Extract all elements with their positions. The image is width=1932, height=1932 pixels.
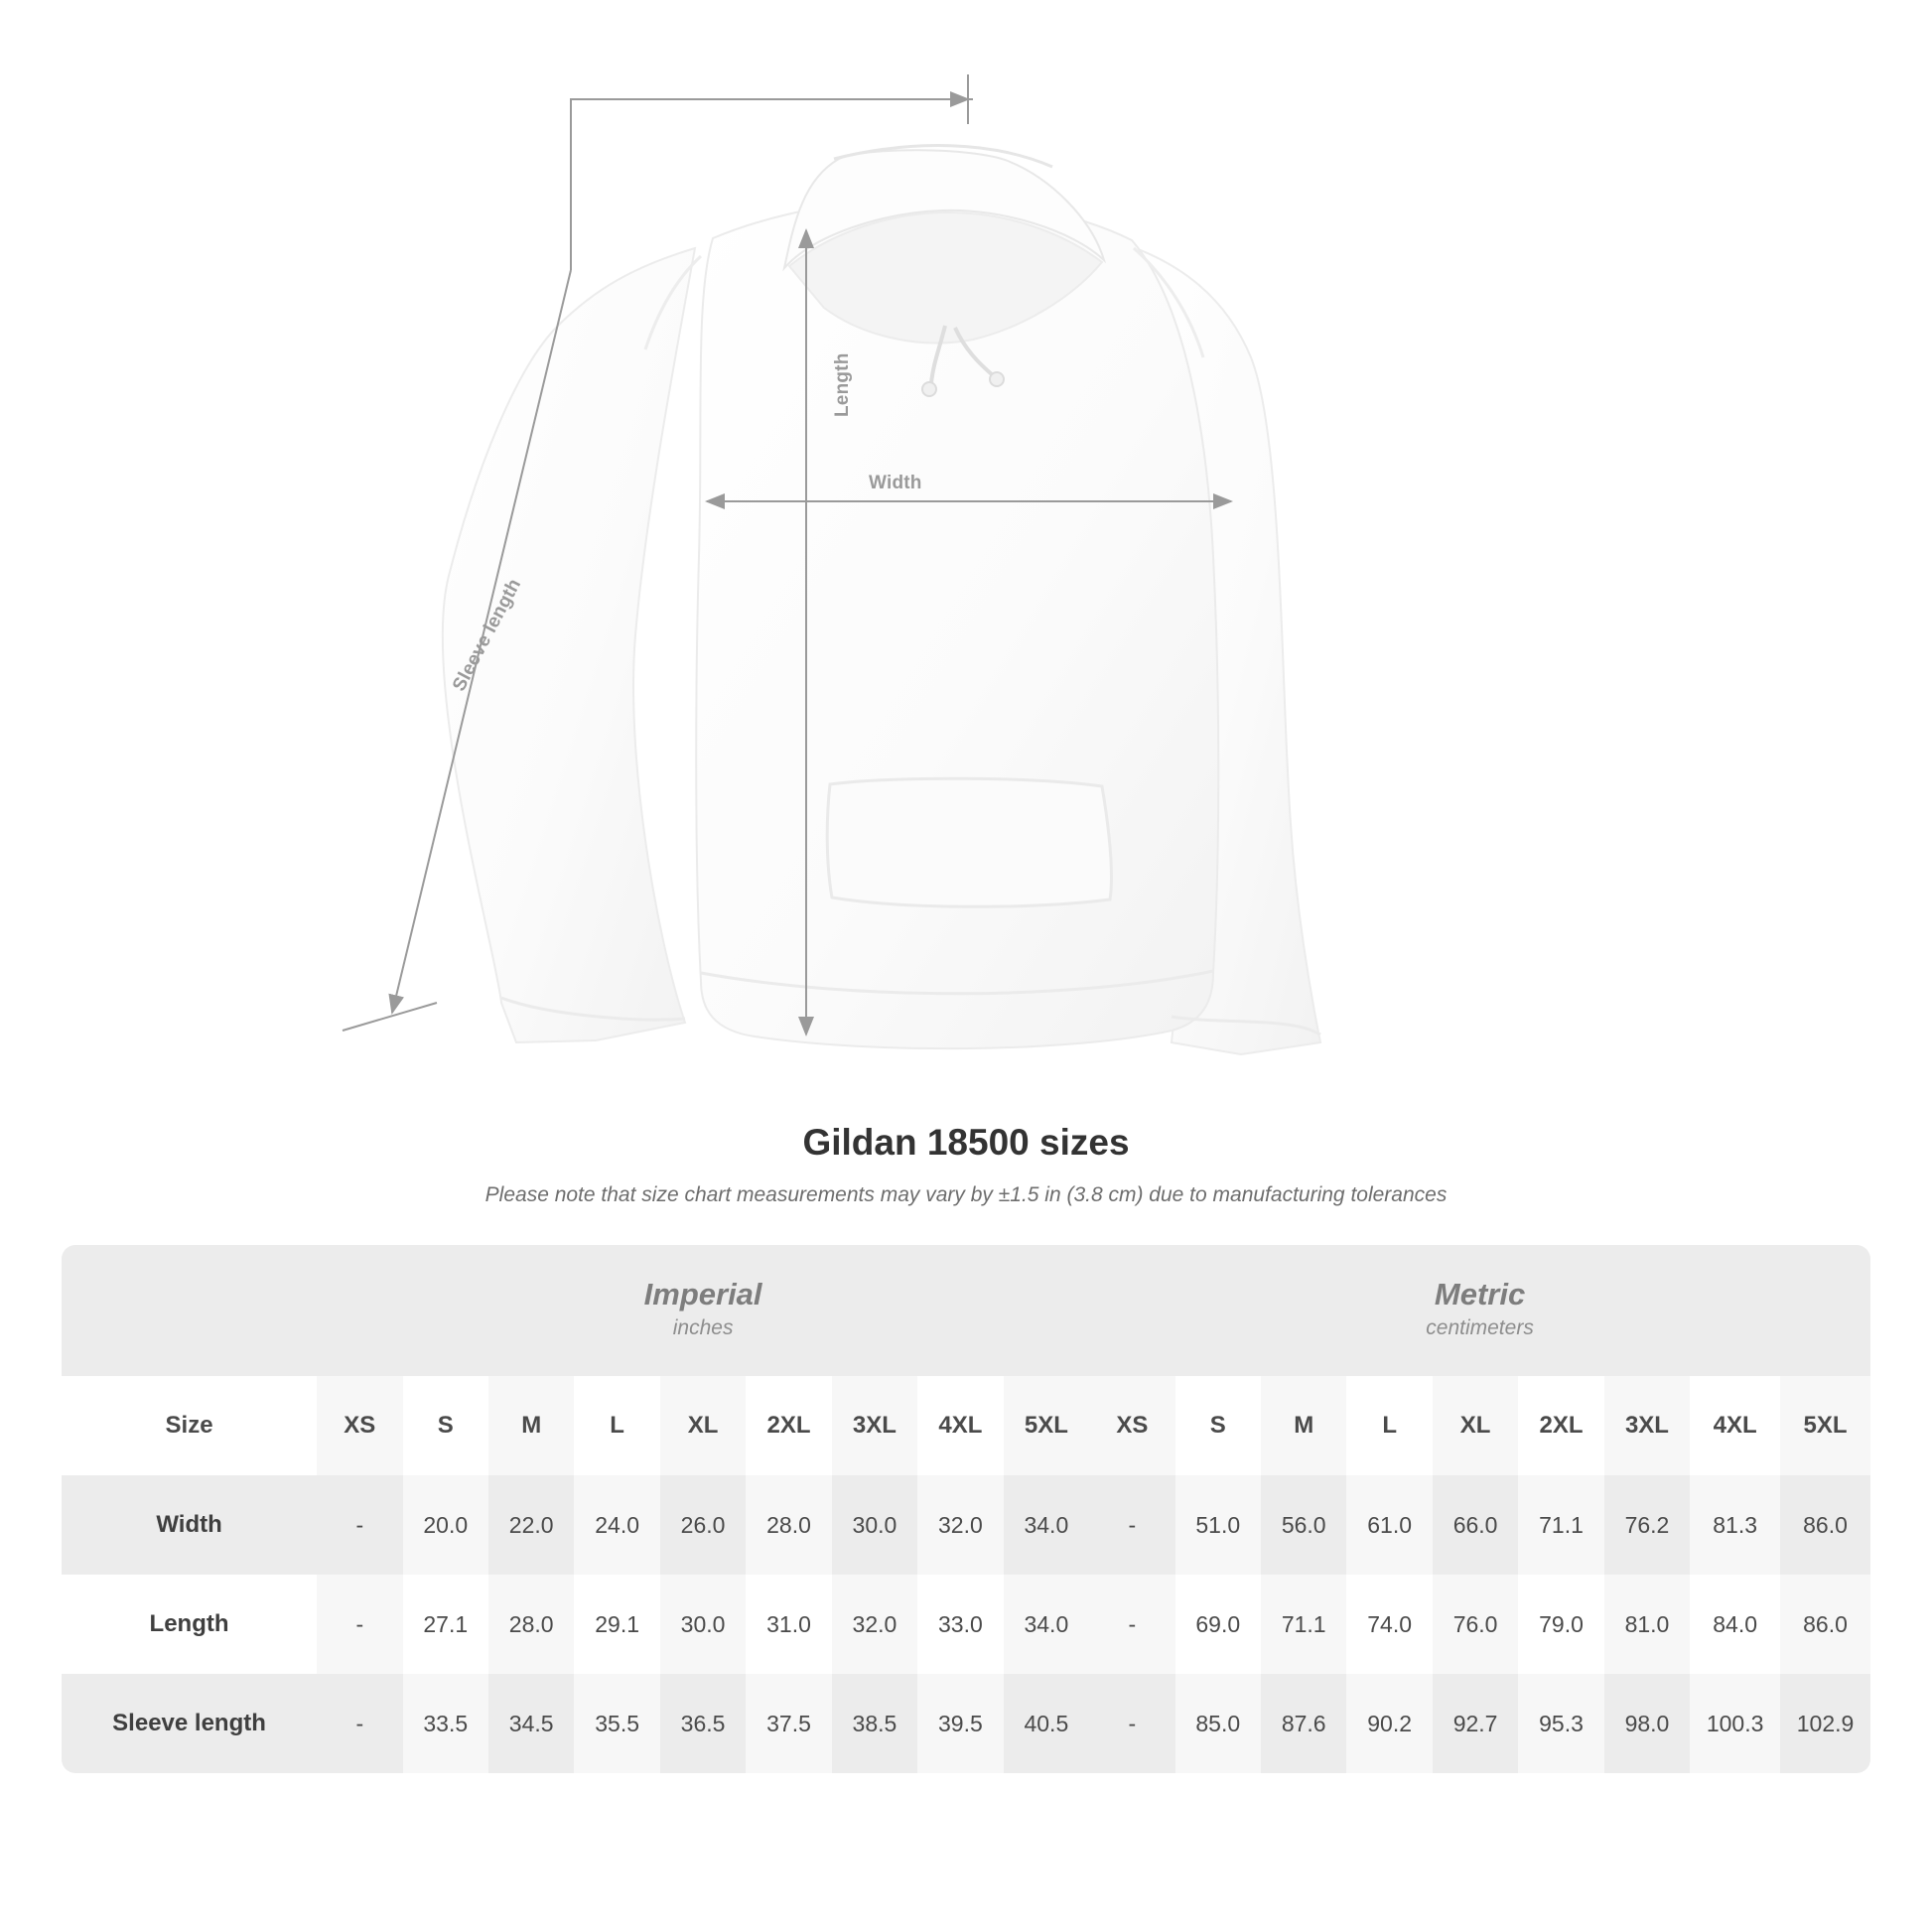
cell-length-metric-4xl: 84.0 bbox=[1690, 1575, 1780, 1674]
unit-subtitle: centimeters bbox=[1426, 1316, 1534, 1340]
cell-width-metric-2xl: 71.1 bbox=[1518, 1475, 1603, 1575]
column-header-metric-xl: XL bbox=[1433, 1376, 1518, 1475]
unit-header-metric bbox=[1089, 1245, 1870, 1376]
cell-sleeve-length-metric-5xl: 102.9 bbox=[1780, 1674, 1870, 1773]
column-header-metric-2xl: 2XL bbox=[1518, 1376, 1603, 1475]
page-title: Gildan 18500 sizes bbox=[802, 1122, 1130, 1163]
cell-sleeve-length-imperial-m: 34.5 bbox=[488, 1674, 574, 1773]
cell-width-imperial-3xl: 30.0 bbox=[832, 1475, 917, 1575]
length-dimension-label: Length bbox=[832, 352, 853, 417]
column-header-imperial-l: L bbox=[574, 1376, 659, 1475]
unit-name: Imperial bbox=[643, 1277, 762, 1312]
cell-sleeve-length-metric-4xl: 100.3 bbox=[1690, 1674, 1780, 1773]
cell-width-imperial-xs: - bbox=[317, 1475, 402, 1575]
cell-length-metric-xl: 76.0 bbox=[1433, 1575, 1518, 1674]
width-dimension-label: Width bbox=[869, 473, 922, 493]
cell-width-metric-s: 51.0 bbox=[1175, 1475, 1261, 1575]
column-header-metric-3xl: 3XL bbox=[1604, 1376, 1690, 1475]
cell-sleeve-length-imperial-xl: 36.5 bbox=[660, 1674, 746, 1773]
title-block bbox=[0, 1122, 1932, 1207]
cell-length-metric-5xl: 86.0 bbox=[1780, 1575, 1870, 1674]
column-header-imperial-s: S bbox=[403, 1376, 488, 1475]
cell-sleeve-length-metric-m: 87.6 bbox=[1261, 1674, 1346, 1773]
cell-width-metric-m: 56.0 bbox=[1261, 1475, 1346, 1575]
column-header-metric-xs: XS bbox=[1089, 1376, 1174, 1475]
column-header-imperial-m: M bbox=[488, 1376, 574, 1475]
row-header-sleeve-length: Sleeve length bbox=[62, 1674, 317, 1773]
column-header-imperial-4xl: 4XL bbox=[917, 1376, 1003, 1475]
column-header-metric-m: M bbox=[1261, 1376, 1346, 1475]
cell-sleeve-length-imperial-xs: - bbox=[317, 1674, 402, 1773]
cell-width-metric-4xl: 81.3 bbox=[1690, 1475, 1780, 1575]
cell-length-imperial-2xl: 31.0 bbox=[746, 1575, 831, 1674]
column-header-imperial-2xl: 2XL bbox=[746, 1376, 831, 1475]
cell-length-metric-3xl: 81.0 bbox=[1604, 1575, 1690, 1674]
table-row bbox=[62, 1475, 1870, 1575]
cell-length-imperial-m: 28.0 bbox=[488, 1575, 574, 1674]
cell-sleeve-length-imperial-4xl: 39.5 bbox=[917, 1674, 1003, 1773]
cell-sleeve-length-imperial-l: 35.5 bbox=[574, 1674, 659, 1773]
cell-sleeve-length-metric-l: 90.2 bbox=[1346, 1674, 1432, 1773]
table-row bbox=[62, 1575, 1870, 1674]
cell-sleeve-length-imperial-2xl: 37.5 bbox=[746, 1674, 831, 1773]
row-header-width: Width bbox=[62, 1475, 317, 1575]
cell-sleeve-length-metric-3xl: 98.0 bbox=[1604, 1674, 1690, 1773]
cell-length-imperial-4xl: 33.0 bbox=[917, 1575, 1003, 1674]
cell-length-imperial-s: 27.1 bbox=[403, 1575, 488, 1674]
cell-length-metric-m: 71.1 bbox=[1261, 1575, 1346, 1674]
column-header-imperial-3xl: 3XL bbox=[832, 1376, 917, 1475]
column-header-metric-5xl: 5XL bbox=[1780, 1376, 1870, 1475]
tolerance-note: Please note that size chart measurements may vary by ±1.5 in (3.8 cm) due to manufacturing tolerances bbox=[484, 1183, 1448, 1206]
cell-sleeve-length-imperial-5xl: 40.5 bbox=[1004, 1674, 1090, 1773]
cell-length-imperial-5xl: 34.0 bbox=[1004, 1575, 1090, 1674]
column-header-metric-l: L bbox=[1346, 1376, 1432, 1475]
cell-sleeve-length-imperial-3xl: 38.5 bbox=[832, 1674, 917, 1773]
unit-header-corner bbox=[62, 1245, 317, 1376]
cell-width-imperial-m: 22.0 bbox=[488, 1475, 574, 1575]
cell-width-metric-3xl: 76.2 bbox=[1604, 1475, 1690, 1575]
cell-sleeve-length-metric-xl: 92.7 bbox=[1433, 1674, 1518, 1773]
size-table bbox=[62, 1245, 1870, 1773]
column-header-size: Size bbox=[62, 1376, 317, 1475]
cell-length-imperial-3xl: 32.0 bbox=[832, 1575, 917, 1674]
column-header-imperial-xl: XL bbox=[660, 1376, 746, 1475]
cell-length-imperial-xl: 30.0 bbox=[660, 1575, 746, 1674]
unit-subtitle: inches bbox=[672, 1316, 734, 1340]
cell-sleeve-length-metric-xs: - bbox=[1089, 1674, 1174, 1773]
cell-length-imperial-xs: - bbox=[317, 1575, 402, 1674]
unit-name: Metric bbox=[1434, 1277, 1526, 1312]
cell-sleeve-length-metric-s: 85.0 bbox=[1175, 1674, 1261, 1773]
hoodie-shape bbox=[443, 146, 1320, 1054]
cell-width-metric-xs: - bbox=[1089, 1475, 1174, 1575]
column-header-imperial-5xl: 5XL bbox=[1004, 1376, 1090, 1475]
column-header-metric-4xl: 4XL bbox=[1690, 1376, 1780, 1475]
table-row bbox=[62, 1674, 1870, 1773]
unit-header-row bbox=[62, 1245, 1870, 1376]
cell-width-imperial-2xl: 28.0 bbox=[746, 1475, 831, 1575]
cell-length-metric-l: 74.0 bbox=[1346, 1575, 1432, 1674]
cell-length-imperial-l: 29.1 bbox=[574, 1575, 659, 1674]
cell-length-metric-s: 69.0 bbox=[1175, 1575, 1261, 1674]
column-header-metric-s: S bbox=[1175, 1376, 1261, 1475]
cell-width-imperial-5xl: 34.0 bbox=[1004, 1475, 1090, 1575]
cell-width-metric-xl: 66.0 bbox=[1433, 1475, 1518, 1575]
cell-width-metric-5xl: 86.0 bbox=[1780, 1475, 1870, 1575]
cell-width-imperial-4xl: 32.0 bbox=[917, 1475, 1003, 1575]
column-header-imperial-xs: XS bbox=[317, 1376, 402, 1475]
cell-width-imperial-s: 20.0 bbox=[403, 1475, 488, 1575]
cell-length-metric-xs: - bbox=[1089, 1575, 1174, 1674]
cell-sleeve-length-imperial-s: 33.5 bbox=[403, 1674, 488, 1773]
size-header-row bbox=[62, 1376, 1870, 1475]
cell-sleeve-length-metric-2xl: 95.3 bbox=[1518, 1674, 1603, 1773]
size-table-wrapper bbox=[62, 1245, 1870, 1773]
cell-width-metric-l: 61.0 bbox=[1346, 1475, 1432, 1575]
cell-length-metric-2xl: 79.0 bbox=[1518, 1575, 1603, 1674]
unit-header-imperial bbox=[317, 1245, 1089, 1376]
sleeve-length-dimension-label: Sleeve length bbox=[449, 575, 526, 695]
cell-width-imperial-l: 24.0 bbox=[574, 1475, 659, 1575]
cell-width-imperial-xl: 26.0 bbox=[660, 1475, 746, 1575]
row-header-length: Length bbox=[62, 1575, 317, 1674]
